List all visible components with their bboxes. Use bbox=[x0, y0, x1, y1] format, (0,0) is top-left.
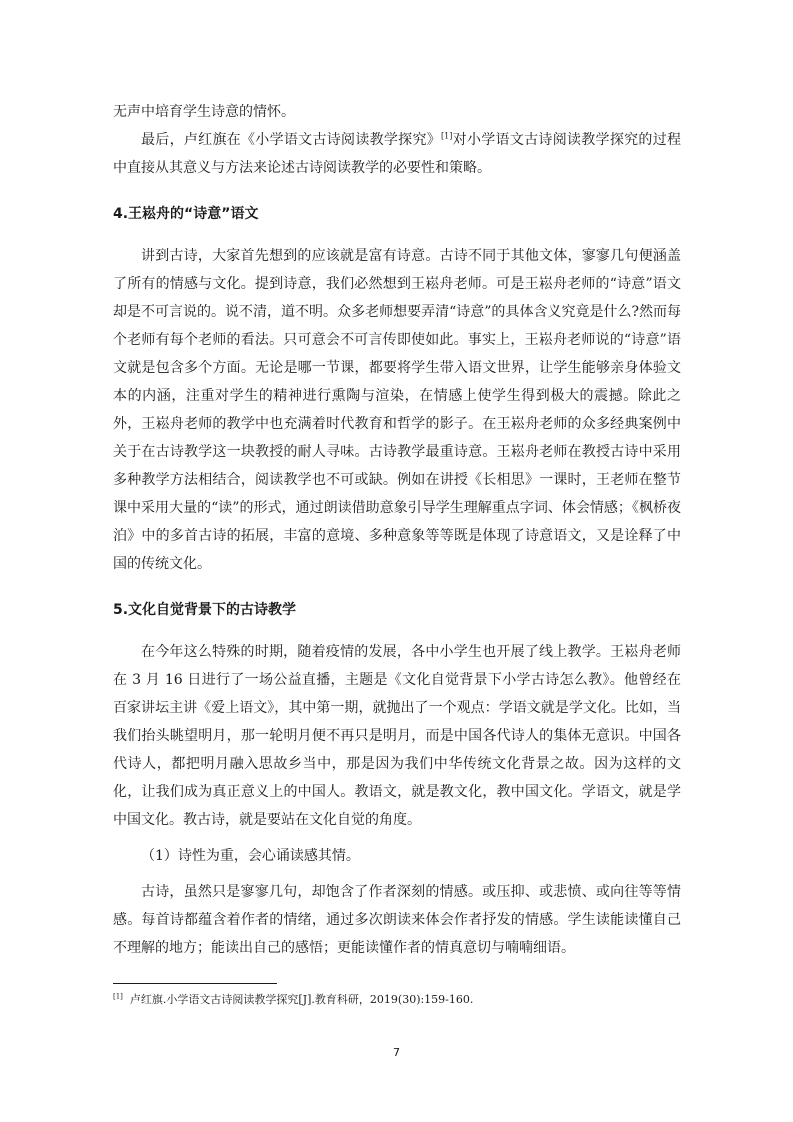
paragraph-lu-hongqi bbox=[113, 126, 681, 182]
page-number: 7 bbox=[393, 1046, 400, 1059]
footnote-mark: [1] bbox=[113, 992, 123, 1001]
footnote-reference: [1] bbox=[441, 131, 453, 141]
paragraph-continuation: 无声中培育学生诗意的情怀。 bbox=[113, 104, 295, 120]
subheading-1: （1）诗性为重，会心诵读感其情。 bbox=[141, 848, 360, 864]
body-text bbox=[113, 98, 681, 962]
paragraph-lu-text-after: 对小学语文古诗阅读教学探究的过程中直接从其意义与方法来论述古诗阅读教学的必要性和策略。 bbox=[113, 132, 681, 176]
footnote-text: 卢红旗.小学语文古诗阅读教学探究[J].教育科研，2019(30):159-160. bbox=[129, 993, 474, 1006]
footnote-divider bbox=[113, 983, 277, 984]
section-heading-5: 5.文化自觉背景下的古诗教学 bbox=[113, 602, 297, 618]
paragraph-section-4: 讲到古诗，大家首先想到的应该就是富有诗意。古诗不同于其他文体，寥寥几句便涵盖了所有的情感与文化。提到诗意，我们必然想到王崧舟老师。可是王崧舟老师的“诗意”语文却是不可言说的。说不清，道不明。众多老师想要弄清“诗意”的具体含义究竟是什么?然而每个老师有每个老师的看法。只可意会不可言传即使如此。事实上，王崧舟老师说的“诗意”语文就是包含多个方面。无论是哪一节课，都要将学生带入语文世界，让学生能够亲身体验文本的内涵，注重对学生的精神进行熏陶与渲染，在情感上使学生得到极大的震撼。除此之外，王崧舟老师的教学中也充满着时代教育和哲学的影子。在王崧舟老师的众多经典案例中关于在古诗教学这一块教授的耐人寻味。古诗教学最重诗意。王崧舟老师在教授古诗中采用多种教学方法相结合，阅读教学也不可或缺。例如在讲授《长相思》一课时，王老师在整节课中采用大量的“读”的形式，通过朗读借助意象引导学生理解重点字词、体会情感；《枫桥夜泊》中的多首古诗的拓展，丰富的意境、多种意象等等既是体现了诗意语文，又是诠释了中国的传统文化。 bbox=[113, 248, 681, 572]
paragraph-lu-text-before: 最后，卢红旗在《小学语文古诗阅读教学探究》 bbox=[141, 132, 442, 148]
footnote bbox=[113, 992, 681, 1008]
paragraph-section-5: 在今年这么特殊的时期，随着疫情的发展，各中小学生也开展了线上教学。王崧舟老师在 3 月 16 日进行了一场公益直播，主题是《文化自觉背景下小学古诗怎么教》。他曾经在百家讲坛主讲《爱上语文》，其中第一期，就抛出了一个观点：学语文就是学文化。比如，当我们抬头眺望明月，那一轮明月便不再只是明月，而是中国各代诗人的集体无意识。中国各代诗人，都把明月融入思故乡当中，那是因为我们中华传统文化背景之故。因为这样的文化，让我们成为真正意义上的中国人。教语文，就是教文化，教中国文化。学语文，就是学中国文化。教古诗，就是要站在文化自觉的角度。 bbox=[113, 644, 681, 828]
paragraph-subsection-1: 古诗，虽然只是寥寥几句，却饱含了作者深刻的情感。或压抑、或悲愤、或向往等等情感。每首诗都蕴含着作者的情绪，通过多次朗读来体会作者抒发的情感。学生读能读懂自己不理解的地方；能读出自己的感悟；更能读懂作者的情真意切与喃喃细语。 bbox=[113, 884, 681, 956]
section-heading-4: 4.王崧舟的“诗意”语文 bbox=[113, 206, 259, 222]
